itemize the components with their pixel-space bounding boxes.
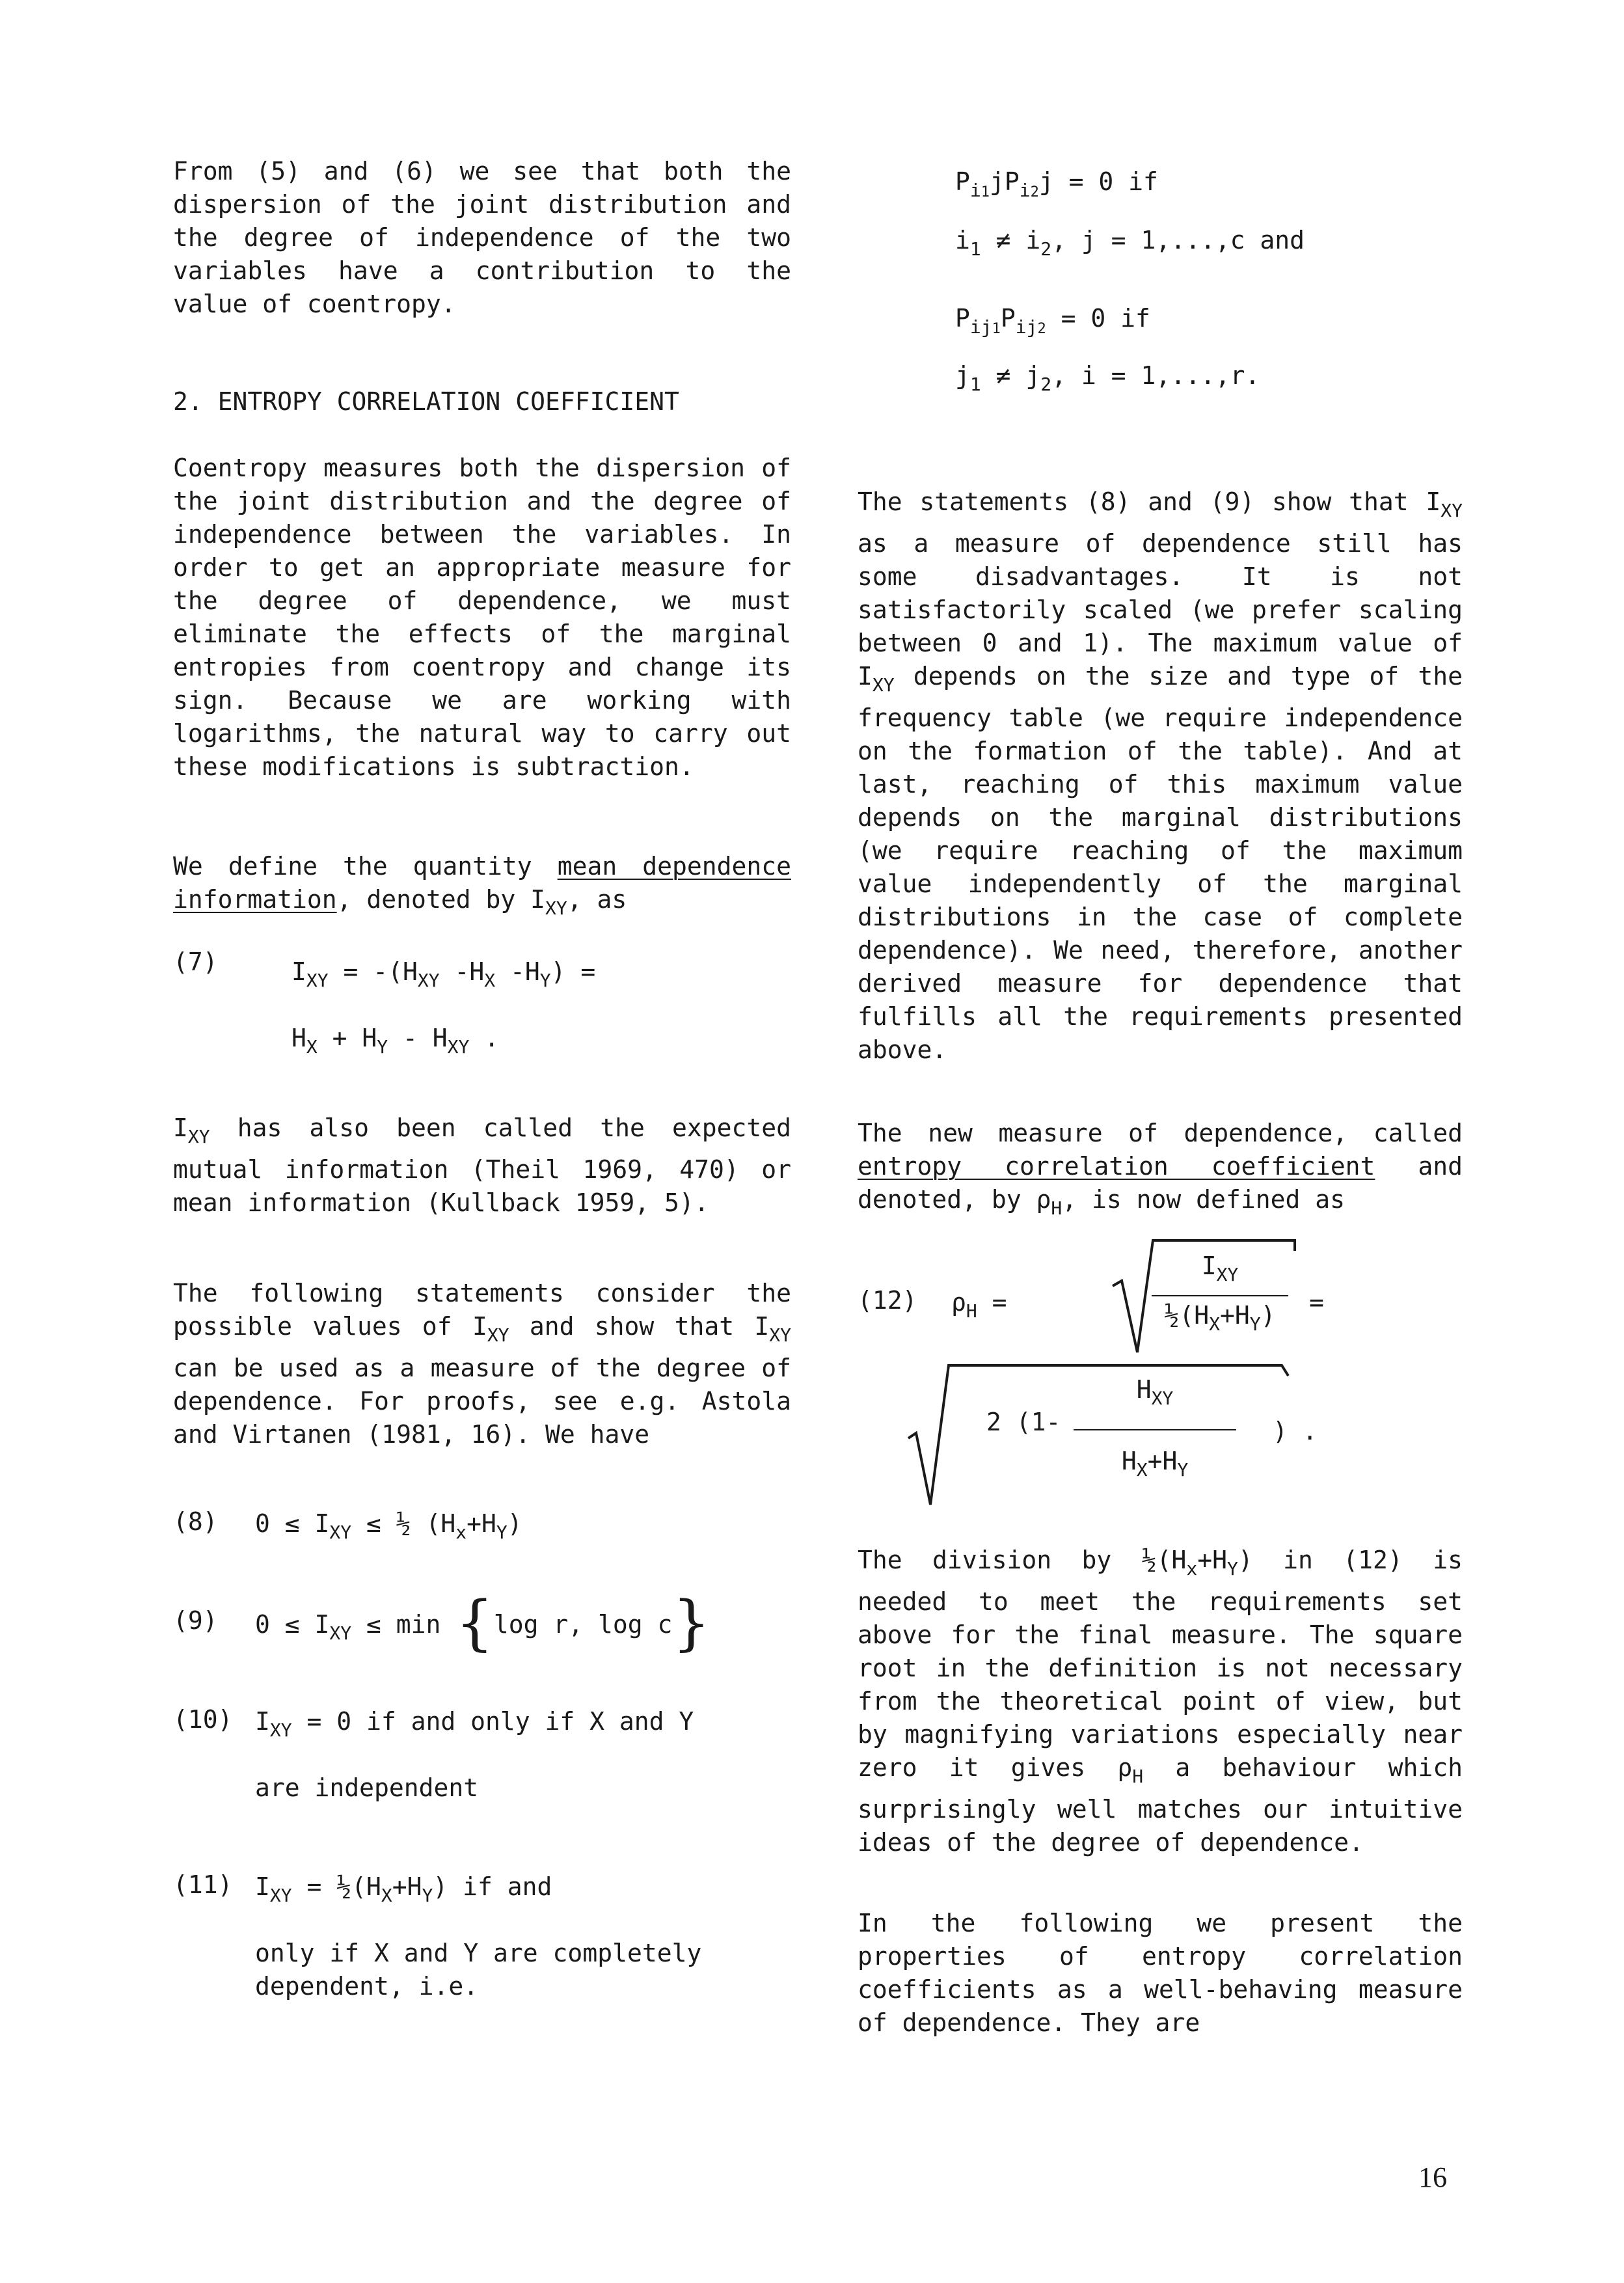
condition-line-4: $j_1 \ne j_2$, i = 1,...,r. xyxy=(955,361,1260,395)
coentropy-paragraph: Coentropy measures both the dispersion of the joint distribution and the degree of independence between the variables. In order to get an appropriate measure for the degree of dependence, we must eliminate the effects of the marginal entropies from coentropy and change its sign. Because we are working with logarithms, the natural way to carry out these modifications is subtraction. xyxy=(173,454,791,781)
condition-line-1: $P_{i1}jP_{i2}j = 0$ if xyxy=(955,167,1158,201)
equation-12-two: 2 (1- xyxy=(986,1408,1061,1436)
equation-7-number: (7) xyxy=(173,948,218,976)
equation-10-line1: $I_{XY} = 0$ if and only if X and Y xyxy=(255,1707,694,1741)
equation-12-fraction-1: $I_{XY}$ $\frac{1}{2}(H_X+H_Y)$ xyxy=(1152,1250,1288,1341)
equation-12-number: (12) xyxy=(858,1286,917,1315)
equation-9-number: (9) xyxy=(173,1606,218,1635)
new-measure-paragraph: The new measure of dependence, called entropy correlation coefficient and denoted, by $\rho_H$, is now defined as xyxy=(858,1119,1463,1219)
equation-12-close: ) . xyxy=(1273,1417,1318,1445)
entropy-correlation-coefficient-term: entropy correlation coefficient xyxy=(858,1152,1375,1181)
equation-7-line1: $I_{XY} = -(H_{XY}$ $-H_X$ $-H_Y$) = xyxy=(291,957,596,991)
section-heading: 2. ENTROPY CORRELATION COEFFICIENT xyxy=(173,387,679,416)
equation-8: $0 \le I_{XY}$ ≤ ½ $(H_x+H_Y)$ xyxy=(255,1509,522,1543)
right-brace: } xyxy=(672,1588,710,1658)
definition-paragraph: We define the quantity mean dependence information, denoted by $I_{XY}$, as xyxy=(173,852,791,919)
equation-7-line2: $H_X + H_Y - H_{XY}$ . xyxy=(291,1024,500,1058)
equation-10-line2: are independent xyxy=(255,1773,479,1802)
condition-line-3: $P_{ij1}P_{ij2} = 0$ if xyxy=(955,304,1150,338)
mean-dependence-information-term: mean dependence information xyxy=(173,852,791,914)
equation-12-fraction-2: $H_{XY}$ $H_X+H_Y$ xyxy=(1074,1373,1236,1486)
equation-12-equals-2: = xyxy=(1309,1288,1324,1317)
equation-11-line3: dependent, i.e. xyxy=(255,1972,479,2001)
equation-10-number: (10) xyxy=(173,1705,233,1734)
statements-paragraph: The statements (8) and (9) show that $I_{XY}$ as a measure of dependence still has some disadvantages. It is not satisfactorily scaled (we prefer scaling between 0 and 1). The maximum value of $I_{XY}$ depends on the size and type of the frequency table (we require independence on the formation of the table). And at last, reaching of this maximum value depends on the marginal distributions (we require reaching of the maximum value independently of the marginal distributions in the case of complete dependence). We need, therefore, another derived measure for dependence that fulfills all the requirements presented above. xyxy=(858,487,1463,1064)
equation-11-line1: $I_{XY}$ = $\frac{1}{2}(H_X+H_Y)$ if and xyxy=(255,1872,552,1906)
page-number: 16 xyxy=(1418,2161,1447,2193)
division-paragraph: The division by $\frac{1}{2}(H_x+H_Y)$ in (12) is needed to meet the requirements set above for the final measure. The square root in the definition is not necessary from the theoretical point of view, but by magnifying variations especially near zero it gives $\rho_H$ a behaviour which surprisingly well matches our intuitive ideas of the degree of dependence. xyxy=(858,1546,1463,1857)
intro-paragraph: From (5) and (6) we see that both the dispersion of the joint distribution and the degree of independence of the two variables have a contribution to the value of coentropy. xyxy=(173,157,791,318)
equation-8-number: (8) xyxy=(173,1507,218,1536)
equation-12-lhs: $\rho_H$ = xyxy=(951,1288,1007,1322)
properties-paragraph: In the following we present the properties of entropy correlation coefficients as a well-behaving measure of dependence. They are xyxy=(858,1909,1463,2037)
equation-9: $0 \le I_{XY} \le \min \{\log$ r, log c} xyxy=(255,1588,710,1658)
left-brace: { xyxy=(455,1588,494,1658)
equation-11-number: (11) xyxy=(173,1870,233,1899)
ixy-names-paragraph: $I_{XY}$ has also been called the expected mutual information (Theil 1969, 470) or mean information (Kullback 1959, 5). xyxy=(173,1114,791,1217)
condition-line-2: $i_1 \ne i_2$, j = 1,...,c and xyxy=(955,226,1305,260)
equation-11-line2: only if X and Y are completely xyxy=(255,1939,702,1967)
statements-intro-paragraph: The following statements consider the possible values of $I_{XY}$ and show that $I_{XY}$ can be used as a measure of the degree of dependence. For proofs, see e.g. Astola and Virtanen (1981, 16). We have xyxy=(173,1279,791,1449)
